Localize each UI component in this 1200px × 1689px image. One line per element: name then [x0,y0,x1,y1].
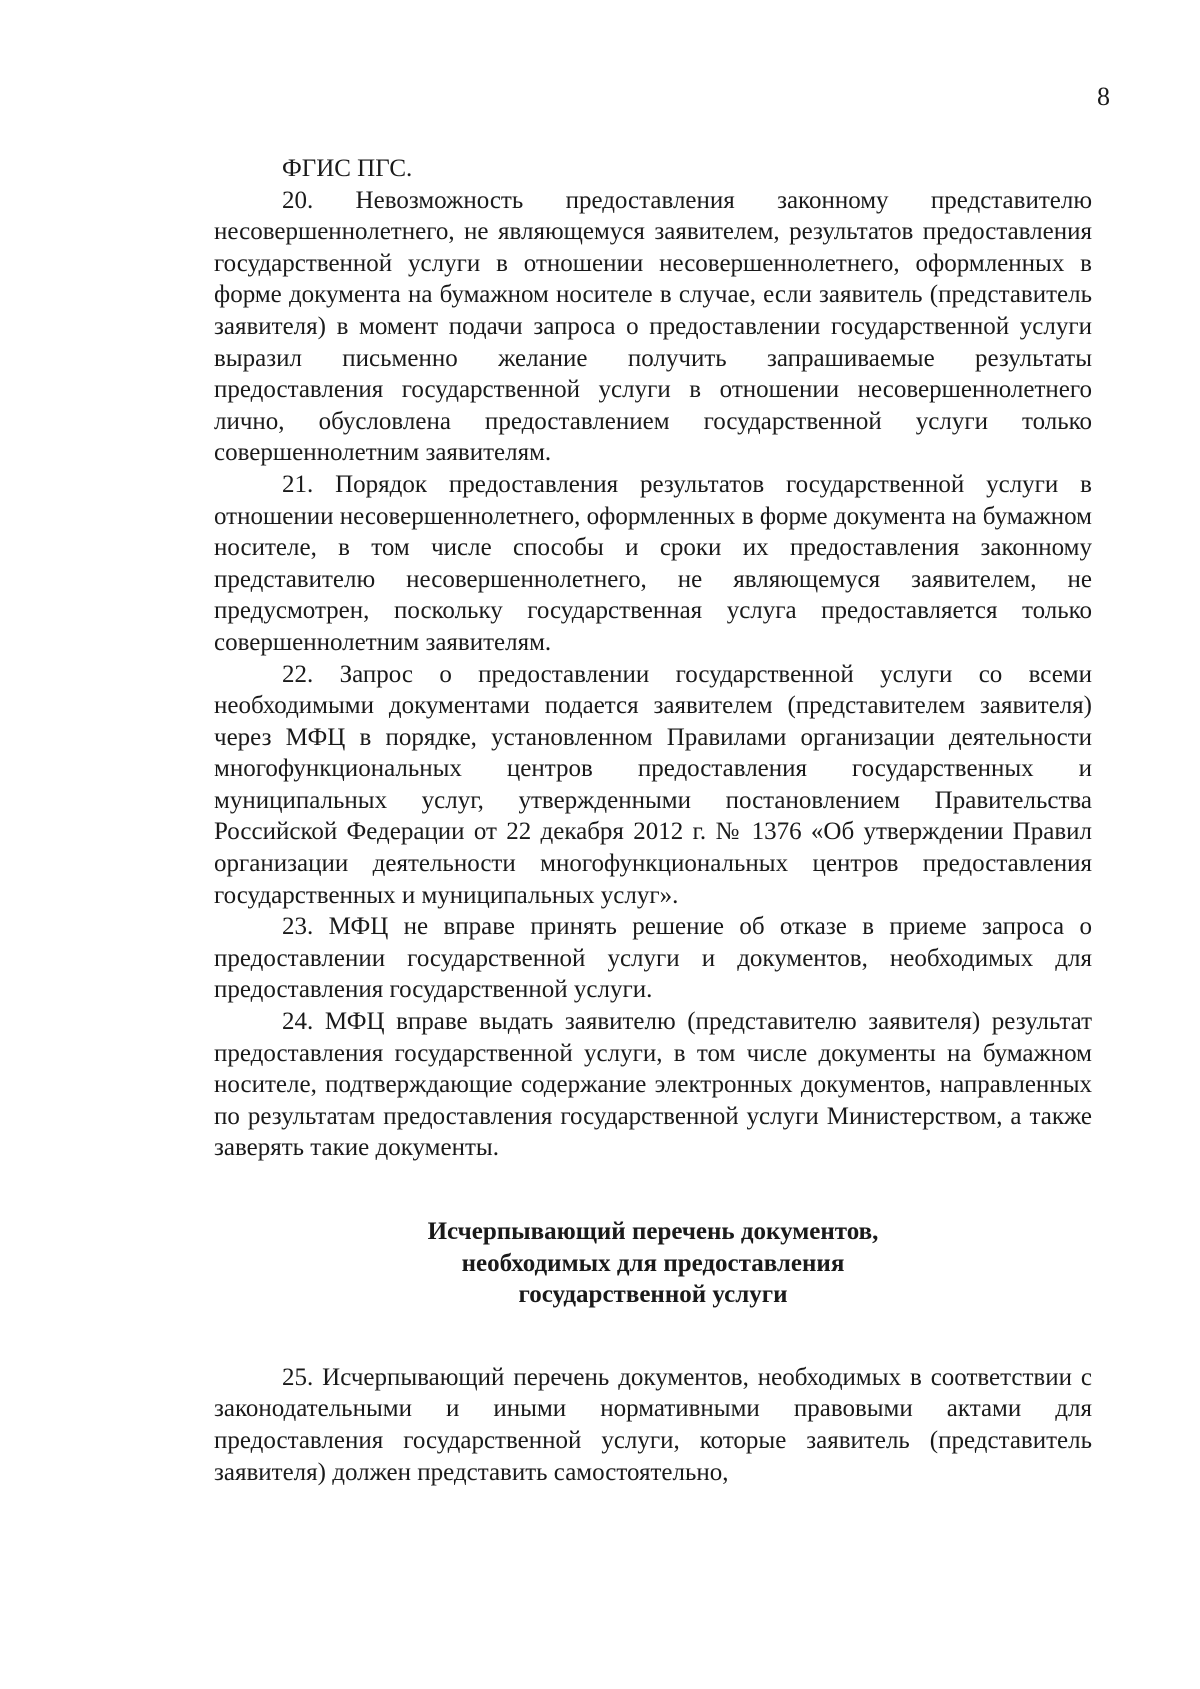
page-number: 8 [1097,82,1110,111]
section-heading-line-1: Исчерпывающий перечень документов, [427,1218,879,1245]
paragraph-22: 22. Запрос о предоставлении государственной услуги со всеми необходимыми документами подается заявителем (представителем заявителя) через МФЦ в порядке, установленном Правилами организации деятельности многофункциональных центров предоставления государственных и муниципальных услуг, утвержденными постановлением Правительства Российской Федерации от 22 декабря 2012 г. № 1376 «Об утверждении Правил организации деятельности многофункциональных центров предоставления государственных и муниципальных услуг». [214,660,1092,909]
paragraph-25: 25. Исчерпывающий перечень документов, необходимых в соответствии с законодательными и иными нормативными правовыми актами для предоставления государственной услуги, которые заявитель (представитель заявителя) должен представить самостоятельно, [214,1363,1092,1486]
document-body [214,153,1092,1488]
paragraph-23: 23. МФЦ не вправе принять решение об отказе в приеме запроса о предоставлении государственной услуги и документов, необходимых для предоставления государственной услуги. [214,913,1092,1004]
paragraph-20: 20. Невозможность предоставления законному представителю несовершеннолетнего, не являющемуся заявителем, результатов предоставления государственной услуги в отношении несовершеннолетнего, оформленных в форме документа на бумажном носителе в случае, если заявитель (представитель заявителя) в момент подачи запроса о предоставлении государственной услуги выразил письменно желание получить запрашиваемые результаты предоставления государственной услуги в отношении несовершеннолетнего лично, обусловлена предоставлением государственной услуги только совершеннолетним заявителям. [214,186,1092,467]
paragraph-24: 24. МФЦ вправе выдать заявителю (представителю заявителя) результат предоставления государственной услуги, в том числе документы на бумажном носителе, подтверждающие содержание электронных документов, направленных по результатам предоставления государственной услуги Министерством, а также заверять такие документы. [214,1008,1092,1162]
section-heading-line-3: государственной услуги [518,1281,788,1309]
paragraph-fgis-pgs: ФГИС ПГС. [282,155,413,182]
section-heading [214,1216,1092,1311]
section-heading-line-2: необходимых для предоставления [461,1249,845,1277]
paragraph-21: 21. Порядок предоставления результатов государственной услуги в отношении несовершеннолетнего, оформленных в форме документа на бумажном носителе, в том числе способы и сроки их предоставления законному представителю несовершеннолетнего, не являющемуся заявителем, не предусмотрен, поскольку государственная услуга предоставляется только совершеннолетним заявителям. [214,470,1092,656]
